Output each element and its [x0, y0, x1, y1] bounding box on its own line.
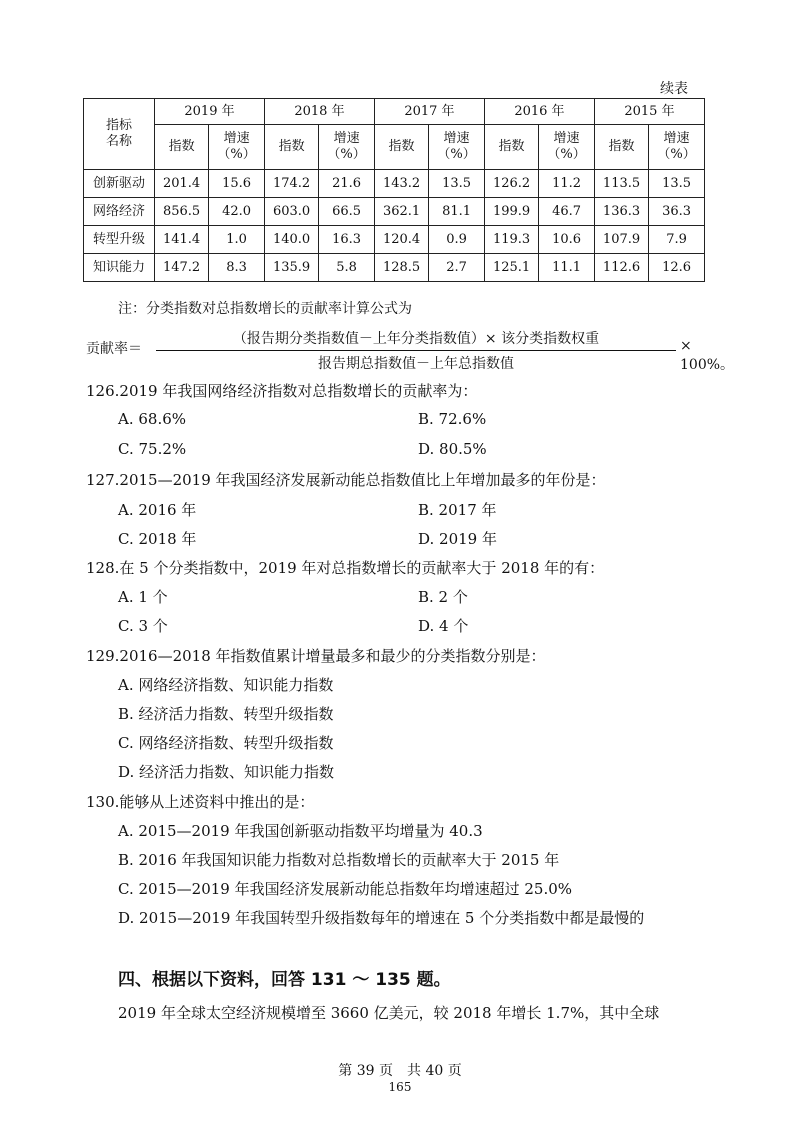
- page-footer: 第 39 页 共 40 页: [338, 1063, 462, 1079]
- continued-label: 续表: [660, 81, 688, 97]
- cell: 21.6: [319, 170, 375, 198]
- option-c[interactable]: C. 3 个: [118, 617, 168, 635]
- cell: 15.6: [209, 170, 265, 198]
- cell: 140.0: [264, 226, 318, 254]
- col-growth-header: 增速 （%）: [649, 125, 705, 170]
- col-index-header: 指数: [155, 125, 209, 170]
- cell: 13.5: [649, 170, 705, 198]
- cell: 12.6: [649, 254, 705, 282]
- cell: 36.3: [649, 198, 705, 226]
- cell: 603.0: [264, 198, 318, 226]
- cell: 8.3: [209, 254, 265, 282]
- cell: 199.9: [484, 198, 538, 226]
- cell: 1.0: [209, 226, 265, 254]
- option-b[interactable]: B. 经济活力指数、转型升级指数: [118, 705, 334, 723]
- formula-rhs: × 100%。: [680, 338, 735, 373]
- index-table: [83, 98, 705, 282]
- cell: 128.5: [374, 254, 428, 282]
- question-129: 129.2016—2018 年指数值累计增量最多和最少的分类指数分别是：: [86, 647, 546, 665]
- cell: 16.3: [319, 226, 375, 254]
- row-name: 转型升级: [84, 226, 155, 254]
- option-b[interactable]: B. 2017 年: [418, 501, 497, 519]
- cell: 201.4: [155, 170, 209, 198]
- option-d[interactable]: D. 4 个: [418, 617, 469, 635]
- year-header: 2018 年: [264, 99, 374, 125]
- option-a[interactable]: A. 2015—2019 年我国创新驱动指数平均增量为 40.3: [118, 822, 483, 840]
- option-b[interactable]: B. 72.6%: [418, 410, 487, 428]
- col-growth-header: 增速 （%）: [209, 125, 265, 170]
- col-index-header: 指数: [594, 125, 648, 170]
- option-c[interactable]: C. 网络经济指数、转型升级指数: [118, 734, 334, 752]
- cell: 143.2: [374, 170, 428, 198]
- cell: 125.1: [484, 254, 538, 282]
- cell: 7.9: [649, 226, 705, 254]
- year-header: 2019 年: [155, 99, 265, 125]
- question-130: 130.能够从上述资料中推出的是：: [86, 793, 315, 811]
- option-c[interactable]: C. 2018 年: [118, 530, 197, 548]
- table-row: [84, 226, 705, 254]
- section-heading: 四、根据以下资料，回答 131 ～ 135 题。: [118, 970, 451, 990]
- year-header: 2016 年: [484, 99, 594, 125]
- cell: 362.1: [374, 198, 428, 226]
- table-row: [84, 170, 705, 198]
- question-128: 128.在 5 个分类指数中，2019 年对总指数增长的贡献率大于 2018 年的有：: [86, 559, 605, 577]
- col-index-header: 指数: [484, 125, 538, 170]
- row-name: 创新驱动: [84, 170, 155, 198]
- question-126: 126.2019 年我国网络经济指数对总指数增长的贡献率为：: [86, 382, 478, 400]
- cell: 147.2: [155, 254, 209, 282]
- option-a[interactable]: A. 1 个: [118, 588, 168, 606]
- option-d[interactable]: D. 2019 年: [418, 530, 497, 548]
- table-row: [84, 198, 705, 226]
- page-number: 165: [388, 1080, 412, 1094]
- cell: 856.5: [155, 198, 209, 226]
- col-index-header: 指数: [264, 125, 318, 170]
- cell: 126.2: [484, 170, 538, 198]
- cell: 112.6: [594, 254, 648, 282]
- option-d[interactable]: D. 80.5%: [418, 440, 487, 458]
- cell: 11.2: [539, 170, 595, 198]
- cell: 42.0: [209, 198, 265, 226]
- row-name: 网络经济: [84, 198, 155, 226]
- col-growth-header: 增速 （%）: [539, 125, 595, 170]
- option-c[interactable]: C. 75.2%: [118, 440, 187, 458]
- formula-numerator: （报告期分类指数值－上年分类指数值）× 该分类指数权重: [156, 328, 676, 351]
- year-header: 2017 年: [374, 99, 484, 125]
- option-b[interactable]: B. 2016 年我国知识能力指数对总指数增长的贡献率大于 2015 年: [118, 851, 560, 869]
- year-header: 2015 年: [594, 99, 704, 125]
- cell: 174.2: [264, 170, 318, 198]
- option-b[interactable]: B. 2 个: [418, 588, 468, 606]
- cell: 81.1: [429, 198, 485, 226]
- cell: 119.3: [484, 226, 538, 254]
- cell: 10.6: [539, 226, 595, 254]
- cell: 113.5: [594, 170, 648, 198]
- table-row: [84, 254, 705, 282]
- option-d[interactable]: D. 2015—2019 年我国转型升级指数每年的增速在 5 个分类指数中都是最慢的: [118, 909, 645, 927]
- option-c[interactable]: C. 2015—2019 年我国经济发展新动能总指数年均增速超过 25.0%: [118, 880, 573, 898]
- cell: 11.1: [539, 254, 595, 282]
- question-127: 127.2015—2019 年我国经济发展新动能总指数值比上年增加最多的年份是：: [86, 471, 606, 489]
- formula-lhs: 贡献率＝: [86, 341, 142, 357]
- cell: 66.5: [319, 198, 375, 226]
- option-a[interactable]: A. 网络经济指数、知识能力指数: [118, 676, 334, 694]
- cell: 136.3: [594, 198, 648, 226]
- row-name: 知识能力: [84, 254, 155, 282]
- formula-denominator: 报告期总指数值－上年总指数值: [318, 356, 514, 372]
- option-a[interactable]: A. 2016 年: [118, 501, 197, 519]
- passage-paragraph: 2019 年全球太空经济规模增至 3660 亿美元，较 2018 年增长 1.7%，其中全球: [118, 1004, 660, 1022]
- col-growth-header: 增速 （%）: [319, 125, 375, 170]
- cell: 107.9: [594, 226, 648, 254]
- cell: 2.7: [429, 254, 485, 282]
- cell: 46.7: [539, 198, 595, 226]
- col-index-header: 指数: [374, 125, 428, 170]
- cell: 13.5: [429, 170, 485, 198]
- cell: 141.4: [155, 226, 209, 254]
- cell: 135.9: [264, 254, 318, 282]
- cell: 120.4: [374, 226, 428, 254]
- option-a[interactable]: A. 68.6%: [118, 410, 187, 428]
- col-growth-header: 增速 （%）: [429, 125, 485, 170]
- contribution-formula: [86, 328, 735, 373]
- formula-fraction: [156, 328, 676, 373]
- cell: 5.8: [319, 254, 375, 282]
- cell: 0.9: [429, 226, 485, 254]
- corner-header: 指标 名称: [84, 99, 155, 170]
- formula-note: 注：分类指数对总指数增长的贡献率计算公式为: [118, 301, 412, 317]
- option-d[interactable]: D. 经济活力指数、知识能力指数: [118, 763, 335, 781]
